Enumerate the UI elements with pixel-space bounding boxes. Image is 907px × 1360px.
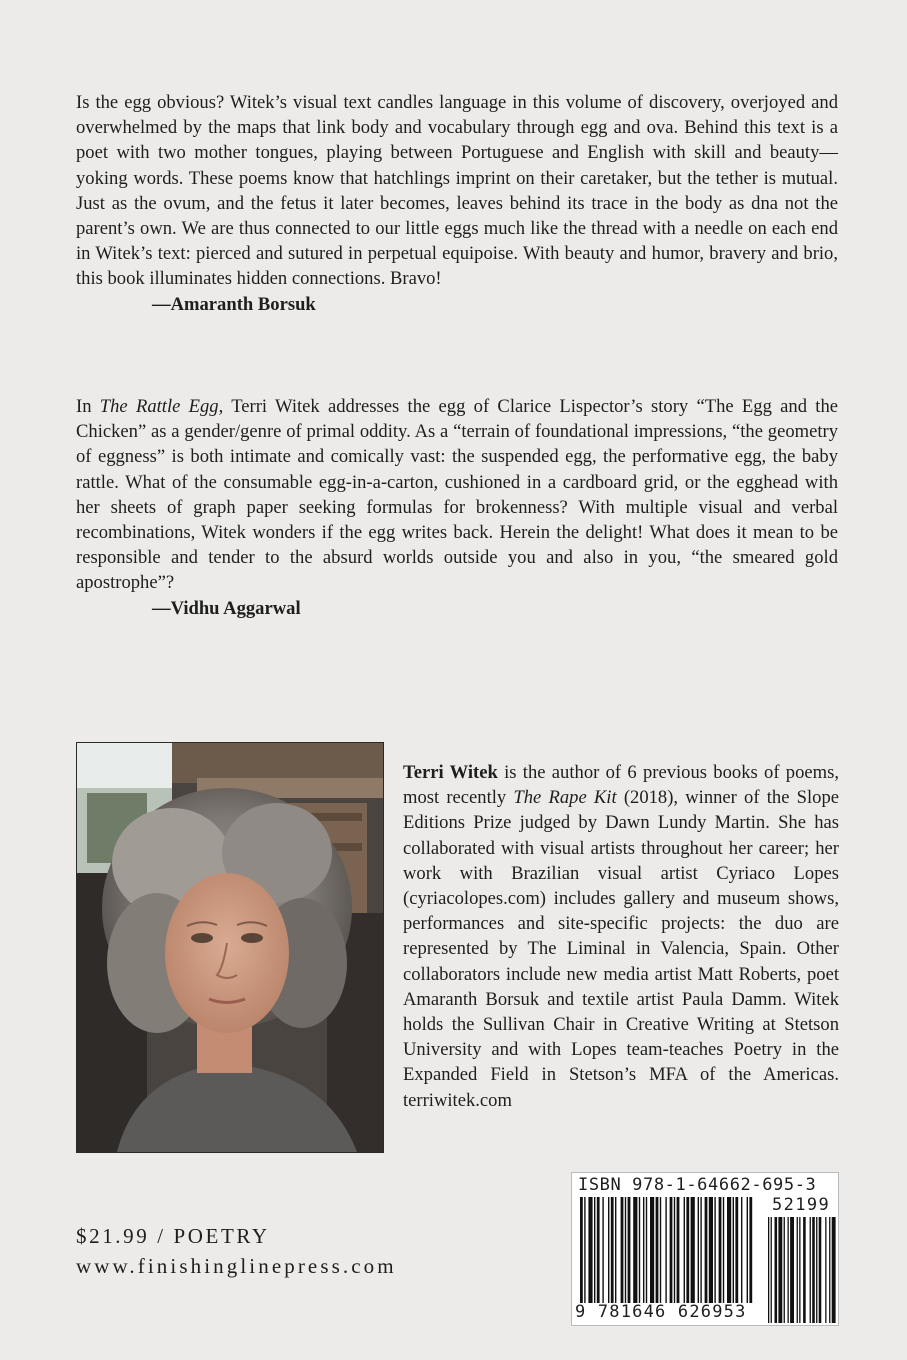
blurb-body: , Terri Witek addresses the egg of Clarice Lispector’s story “The Egg and the Chicken” as a gender/genre of primal oddity. As a “terrain of foundational impressions, “the geometry of eggness” is both intimate and comically vast: the suspended egg, the performative egg, the baby rattle. What of the consumable egg-in-a-carton, cushioned in a cardboard grid, or the egghead with her sheets of graph paper seeking formulas for brokenness? With multiple visual and verbal recombinations, Witek wonders if the egg writes back. Herein the delight! What does it mean to be responsible and tender to the absurd worlds outside you and also in you, “the smeared gold apostrophe”? [76, 396, 838, 594]
ean-number: 9 781646 626953 [575, 1302, 747, 1322]
blurb-text: Is the egg obvious? Witek’s visual text candles language in this volume of discovery, overjoyed and overwhelmed by the maps that link body and vocabulary through egg and ova. Behind this text is a poet with two mother tongues, playing between Portuguese and English with skill and beauty—yoking words. These poems know that hatchlings imprint on their caretaker, but the tether is mutual. Just as the ovum, and the fetus it later becomes, leaves behind its trace in the body as dna not the parent’s own. We are thus connected to our little eggs much like the thread with a needle on each end in Witek’s text: pierced and sutured in perpetual equipoise. With beauty and humor, bravery and brio, this book illuminates hidden connections. Bravo! [76, 92, 838, 290]
blurb-amaranth-borsuk [76, 90, 838, 317]
barcode-bar [588, 1197, 592, 1303]
bio-part-2: (2018), winner of the Slope Editions Prize judged by Dawn Lundy Martin. She has collaborated with visual artists throughout her career; her work with Brazilian visual artist Cyriaco Lopes (cyriacolopes.com) includes gallery and museum shows, performances and site-specific projects: the duo are represented by The Liminal in Valencia, Spain. Other collaborators include new media artist Matt Roberts, poet Amaranth Borsuk and textile artist Paula Damm. Witek holds the Sullivan Chair in Creative Writing at Stetson University and with Lopes team-teaches Poetry in the Expanded Field in Stetson’s MFA of the Americas. terriwitek.com [403, 787, 839, 1111]
addon-bar [825, 1217, 826, 1323]
barcode-bar [639, 1197, 640, 1303]
barcode-bar [747, 1197, 748, 1303]
barcode-bar [628, 1197, 631, 1303]
barcode-bar [698, 1197, 699, 1303]
barcode-bar [741, 1197, 742, 1303]
addon-bar [816, 1217, 817, 1323]
blurb-text [76, 394, 838, 596]
addon-bar [797, 1217, 798, 1323]
barcode-bar [646, 1197, 647, 1303]
addon-bar [788, 1217, 789, 1323]
barcode-bar [643, 1197, 644, 1303]
barcode-bar [660, 1197, 661, 1303]
barcode-bar [594, 1197, 595, 1303]
barcode-bar [650, 1197, 654, 1303]
addon-bar [829, 1217, 830, 1323]
isbn-label: ISBN 978-1-64662-695-3 [578, 1175, 817, 1195]
author-bio [403, 760, 839, 1113]
author-name: Terri Witek [403, 762, 498, 783]
barcode-bar [602, 1197, 603, 1303]
barcode-bar [719, 1197, 722, 1303]
barcode-bar [608, 1197, 609, 1303]
addon-bar [819, 1217, 822, 1323]
author-portrait-illustration [77, 743, 383, 1152]
blurb-attribution: —Amaranth Borsuk [152, 293, 316, 315]
book-title: The Rattle Egg [99, 396, 219, 417]
barcode-bar [597, 1197, 600, 1303]
barcode-bar [691, 1197, 695, 1303]
barcode-bar [670, 1197, 673, 1303]
addon-bar [803, 1217, 806, 1323]
barcode-bar [674, 1197, 675, 1303]
blurb-vidhu-aggarwal [76, 394, 838, 621]
barcode-bar [727, 1197, 731, 1303]
addon-bar [812, 1217, 815, 1323]
barcode-bar [733, 1197, 734, 1303]
barcode-bar [735, 1197, 738, 1303]
blurb-attribution: —Vidhu Aggarwal [152, 597, 301, 619]
barcode-bar [709, 1197, 713, 1303]
publisher-url: www.finishinglinepress.com [76, 1254, 397, 1278]
addon-bar [768, 1217, 769, 1323]
barcode-bar [621, 1197, 624, 1303]
barcode-bar [633, 1197, 637, 1303]
addon-bar [784, 1217, 785, 1323]
addon-bar [790, 1217, 794, 1323]
barcode-bar [700, 1197, 701, 1303]
barcode-bar [656, 1197, 659, 1303]
barcode-bar [684, 1197, 685, 1303]
price-code: 52199 [772, 1195, 831, 1215]
barcode-bar [723, 1197, 724, 1303]
addon-bar [775, 1217, 778, 1323]
barcode-bar [580, 1197, 583, 1303]
barcode-bar [584, 1197, 585, 1303]
barcode-bar [749, 1197, 752, 1303]
addon-bar [771, 1217, 772, 1323]
addon-bar [832, 1217, 836, 1323]
barcode-bar [611, 1197, 614, 1303]
previous-book-title: The Rape Kit [513, 787, 617, 809]
barcode-bar [665, 1197, 666, 1303]
bio-part-1: is the author of 6 previous books of poems, most recently [403, 762, 839, 809]
barcode-bar [625, 1197, 626, 1303]
barcode-bar [686, 1197, 689, 1303]
author-photo [76, 742, 384, 1153]
isbn-barcode [571, 1172, 839, 1326]
bio-text [403, 760, 839, 1113]
blurb-intro: In [76, 396, 100, 417]
barcode-bar [615, 1197, 616, 1303]
price-genre: $21.99 / POETRY [76, 1224, 270, 1248]
barcode-bar [677, 1197, 680, 1303]
addon-bar [810, 1217, 811, 1323]
barcode-bar [714, 1197, 715, 1303]
addon-bar [778, 1217, 782, 1323]
barcode-bar [705, 1197, 708, 1303]
addon-bar [799, 1217, 800, 1323]
